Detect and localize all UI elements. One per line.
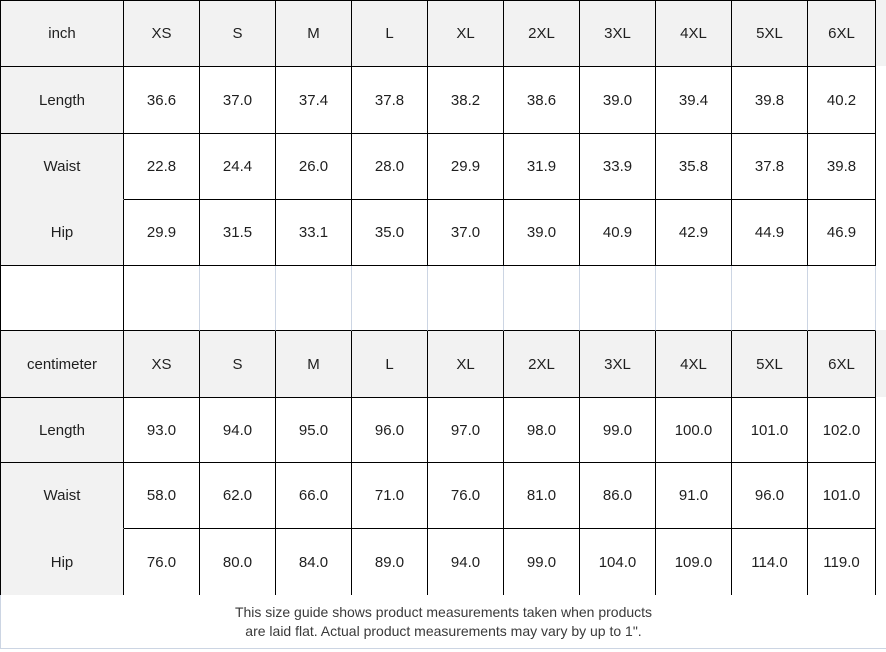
row-label-cell: Length bbox=[1, 67, 124, 134]
row-label-cell: Hip bbox=[1, 200, 124, 266]
spacer-cell bbox=[352, 266, 428, 331]
measurement-row bbox=[1, 200, 876, 266]
measurement-cell: 93.0 bbox=[124, 398, 200, 463]
size-header-cell: 3XL bbox=[580, 1, 656, 67]
measurement-cell: 31.9 bbox=[504, 134, 580, 200]
size-header-cell: S bbox=[200, 331, 276, 398]
measurement-cell: 35.8 bbox=[656, 134, 732, 200]
measurement-cell: 76.0 bbox=[428, 463, 504, 529]
size-header-cell: 2XL bbox=[504, 1, 580, 67]
measurement-cell: 33.9 bbox=[580, 134, 656, 200]
disclaimer-line-1: This size guide shows product measurements taken when products bbox=[234, 604, 653, 620]
header-row bbox=[1, 331, 876, 398]
measurement-cell: 37.8 bbox=[732, 134, 808, 200]
spacer-cell bbox=[1, 266, 124, 331]
measurement-cell: 37.0 bbox=[200, 67, 276, 134]
measurement-cell: 109.0 bbox=[656, 529, 732, 596]
measurement-cell: 66.0 bbox=[276, 463, 352, 529]
size-header-cell: 6XL bbox=[808, 331, 876, 398]
size-guide-disclaimer bbox=[0, 595, 886, 649]
measurement-cell: 38.2 bbox=[428, 67, 504, 134]
header-row bbox=[1, 1, 876, 67]
clipped-column-sliver-inch bbox=[876, 0, 886, 66]
measurement-cell: 29.9 bbox=[428, 134, 504, 200]
measurement-cell: 96.0 bbox=[352, 398, 428, 463]
measurement-cell: 22.8 bbox=[124, 134, 200, 200]
size-chart-body bbox=[1, 1, 876, 596]
measurement-cell: 80.0 bbox=[200, 529, 276, 596]
row-label-cell: Hip bbox=[1, 529, 124, 596]
size-header-cell: 5XL bbox=[732, 331, 808, 398]
spacer-row bbox=[1, 266, 876, 331]
measurement-cell: 36.6 bbox=[124, 67, 200, 134]
size-header-cell: 3XL bbox=[580, 331, 656, 398]
measurement-cell: 114.0 bbox=[732, 529, 808, 596]
size-header-cell: XL bbox=[428, 1, 504, 67]
clipped-column-sliver-cm bbox=[876, 330, 886, 397]
spacer-cell bbox=[732, 266, 808, 331]
measurement-cell: 101.0 bbox=[732, 398, 808, 463]
measurement-cell: 96.0 bbox=[732, 463, 808, 529]
measurement-cell: 38.6 bbox=[504, 67, 580, 134]
measurement-cell: 28.0 bbox=[352, 134, 428, 200]
size-header-cell: L bbox=[352, 331, 428, 398]
row-label-cell: Length bbox=[1, 398, 124, 463]
spacer-cell bbox=[428, 266, 504, 331]
measurement-row bbox=[1, 67, 876, 134]
spacer-cell bbox=[580, 266, 656, 331]
size-header-cell: S bbox=[200, 1, 276, 67]
measurement-cell: 84.0 bbox=[276, 529, 352, 596]
row-label-cell: Waist bbox=[1, 463, 124, 529]
size-header-cell: M bbox=[276, 331, 352, 398]
measurement-cell: 46.9 bbox=[808, 200, 876, 266]
measurement-cell: 86.0 bbox=[580, 463, 656, 529]
size-header-cell: 4XL bbox=[656, 331, 732, 398]
measurement-cell: 62.0 bbox=[200, 463, 276, 529]
measurement-cell: 97.0 bbox=[428, 398, 504, 463]
measurement-cell: 26.0 bbox=[276, 134, 352, 200]
measurement-cell: 104.0 bbox=[580, 529, 656, 596]
measurement-cell: 35.0 bbox=[352, 200, 428, 266]
measurement-cell: 37.0 bbox=[428, 200, 504, 266]
size-header-cell: L bbox=[352, 1, 428, 67]
measurement-cell: 89.0 bbox=[352, 529, 428, 596]
measurement-cell: 99.0 bbox=[504, 529, 580, 596]
measurement-cell: 37.8 bbox=[352, 67, 428, 134]
measurement-cell: 94.0 bbox=[428, 529, 504, 596]
spacer-cell bbox=[656, 266, 732, 331]
measurement-cell: 81.0 bbox=[504, 463, 580, 529]
measurement-cell: 94.0 bbox=[200, 398, 276, 463]
measurement-cell: 29.9 bbox=[124, 200, 200, 266]
measurement-cell: 58.0 bbox=[124, 463, 200, 529]
measurement-cell: 24.4 bbox=[200, 134, 276, 200]
measurement-cell: 39.4 bbox=[656, 67, 732, 134]
measurement-cell: 98.0 bbox=[504, 398, 580, 463]
spacer-cell bbox=[276, 266, 352, 331]
size-header-cell: XS bbox=[124, 331, 200, 398]
measurement-cell: 42.9 bbox=[656, 200, 732, 266]
measurement-cell: 33.1 bbox=[276, 200, 352, 266]
row-label-cell: Waist bbox=[1, 134, 124, 200]
spacer-cell bbox=[124, 266, 200, 331]
size-header-cell: 2XL bbox=[504, 331, 580, 398]
spacer-cell bbox=[504, 266, 580, 331]
measurement-cell: 40.2 bbox=[808, 67, 876, 134]
measurement-cell: 37.4 bbox=[276, 67, 352, 134]
measurement-row bbox=[1, 463, 876, 529]
measurement-cell: 101.0 bbox=[808, 463, 876, 529]
measurement-cell: 39.0 bbox=[504, 200, 580, 266]
measurement-row bbox=[1, 398, 876, 463]
measurement-cell: 76.0 bbox=[124, 529, 200, 596]
measurement-cell: 99.0 bbox=[580, 398, 656, 463]
measurement-cell: 39.8 bbox=[732, 67, 808, 134]
measurement-cell: 31.5 bbox=[200, 200, 276, 266]
measurement-row bbox=[1, 529, 876, 596]
size-header-cell: XL bbox=[428, 331, 504, 398]
measurement-cell: 91.0 bbox=[656, 463, 732, 529]
spacer-cell bbox=[200, 266, 276, 331]
measurement-cell: 102.0 bbox=[808, 398, 876, 463]
measurement-cell: 39.8 bbox=[808, 134, 876, 200]
disclaimer-line-2: are laid flat. Actual product measurements may vary by up to 1". bbox=[245, 623, 642, 639]
measurement-cell: 95.0 bbox=[276, 398, 352, 463]
size-header-cell: 5XL bbox=[732, 1, 808, 67]
unit-cell: inch bbox=[1, 1, 124, 67]
measurement-row bbox=[1, 134, 876, 200]
measurement-cell: 71.0 bbox=[352, 463, 428, 529]
spacer-cell bbox=[808, 266, 876, 331]
unit-cell: centimeter bbox=[1, 331, 124, 398]
measurement-cell: 39.0 bbox=[580, 67, 656, 134]
size-header-cell: XS bbox=[124, 1, 200, 67]
measurement-cell: 40.9 bbox=[580, 200, 656, 266]
size-header-cell: M bbox=[276, 1, 352, 67]
measurement-cell: 44.9 bbox=[732, 200, 808, 266]
size-header-cell: 4XL bbox=[656, 1, 732, 67]
measurement-cell: 100.0 bbox=[656, 398, 732, 463]
size-header-cell: 6XL bbox=[808, 1, 876, 67]
measurement-cell: 119.0 bbox=[808, 529, 876, 596]
